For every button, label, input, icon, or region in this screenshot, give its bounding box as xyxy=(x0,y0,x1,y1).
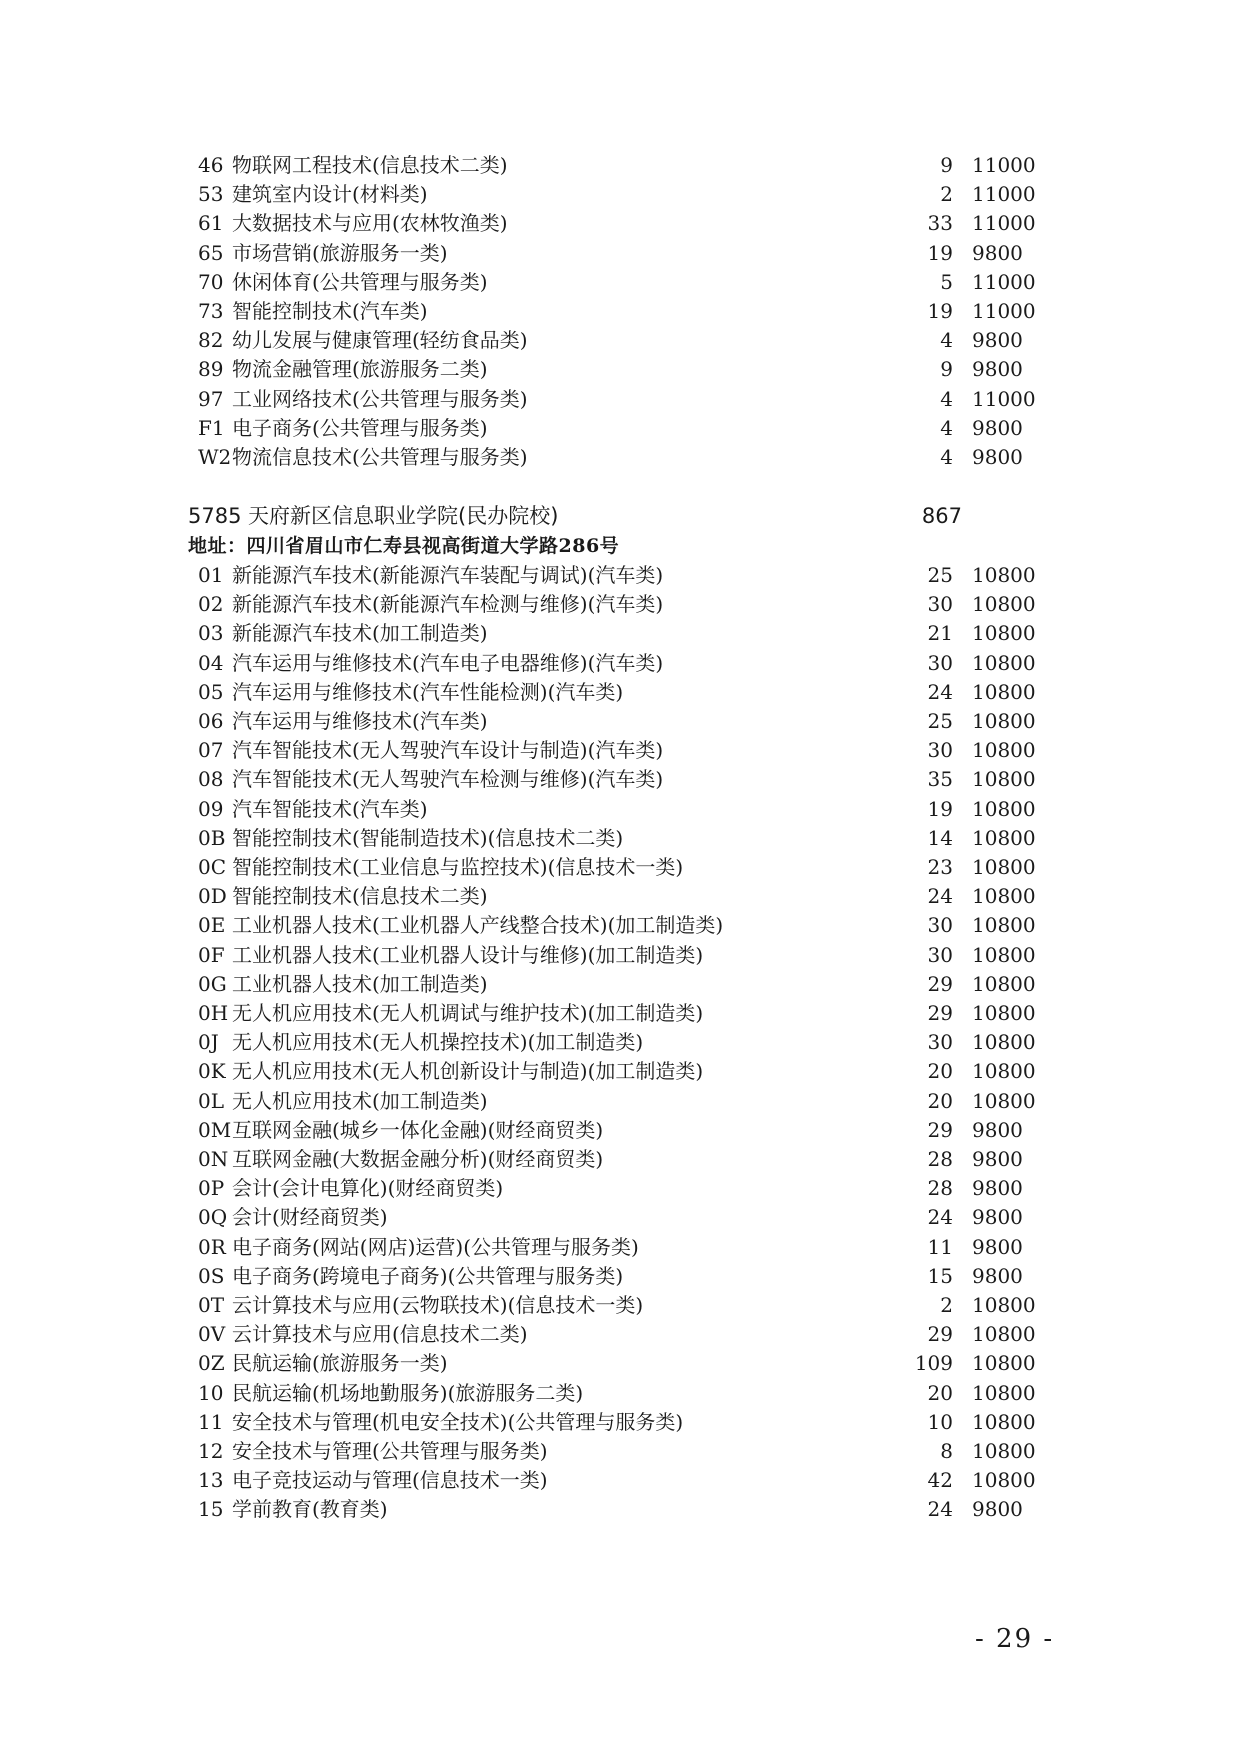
enrollment-count: 24 xyxy=(927,1497,953,1522)
tuition-fee: 10800 xyxy=(972,1088,1036,1113)
enrollment-count: 30 xyxy=(927,738,953,763)
tuition-fee: 11000 xyxy=(972,153,1036,177)
major-code: 0S xyxy=(198,1263,225,1288)
major-name: 学前教育(教育类) xyxy=(232,1497,388,1522)
major-code: 0F xyxy=(198,942,225,967)
major-name: 物联网工程技术(信息技术二类) xyxy=(232,153,508,177)
major-code: 01 xyxy=(198,563,224,587)
major-name: 电子商务(跨境电子商务)(公共管理与服务类) xyxy=(232,1263,624,1288)
enrollment-count: 24 xyxy=(927,1205,953,1230)
tuition-fee: 10800 xyxy=(972,1293,1036,1317)
tuition-fee: 11000 xyxy=(972,182,1036,207)
major-code: 0D xyxy=(198,884,227,909)
tuition-fee: 10800 xyxy=(972,709,1036,733)
major-name: 电子商务(公共管理与服务类) xyxy=(232,415,488,440)
tuition-fee: 10800 xyxy=(972,855,1036,879)
major-code: 53 xyxy=(198,182,224,207)
major-code: 89 xyxy=(198,357,224,382)
major-code: 0V xyxy=(198,1322,226,1347)
major-name: 电子竞技运动与管理(信息技术一类) xyxy=(232,1468,548,1493)
enrollment-count: 20 xyxy=(927,1059,953,1084)
major-code: 06 xyxy=(198,709,224,733)
major-code: 05 xyxy=(198,679,224,704)
enrollment-count: 19 xyxy=(927,796,953,821)
enrollment-count: 25 xyxy=(927,563,953,587)
major-code: 0T xyxy=(198,1293,225,1317)
major-name: 大数据技术与应用(农林牧渔类) xyxy=(232,211,508,236)
enrollment-count: 30 xyxy=(927,592,953,617)
major-name: 无人机应用技术(无人机创新设计与制造)(加工制造类) xyxy=(232,1059,704,1084)
major-name: 互联网金融(大数据金融分析)(财经商贸类) xyxy=(232,1147,604,1171)
major-code: 61 xyxy=(198,211,224,236)
major-name: 新能源汽车技术(新能源汽车装配与调试)(汽车类) xyxy=(232,563,664,587)
major-code: 97 xyxy=(198,386,224,411)
major-name: 智能控制技术(智能制造技术)(信息技术二类) xyxy=(232,825,624,850)
tuition-fee: 9800 xyxy=(972,415,1023,440)
major-name: 智能控制技术(汽车类) xyxy=(232,299,428,323)
major-code: 07 xyxy=(198,738,224,763)
page-number: - 29 - xyxy=(975,1624,1055,1654)
tuition-fee: 9800 xyxy=(972,1234,1023,1259)
tuition-fee: 10800 xyxy=(972,1409,1036,1434)
major-name: 民航运输(机场地勤服务)(旅游服务二类) xyxy=(232,1380,584,1405)
enrollment-count: 20 xyxy=(927,1088,953,1113)
major-code: 0H xyxy=(198,1001,229,1025)
major-code: 04 xyxy=(198,650,224,675)
tuition-fee: 10800 xyxy=(972,1001,1036,1025)
enrollment-count: 28 xyxy=(927,1176,953,1201)
major-code: 08 xyxy=(198,767,224,792)
major-code: 03 xyxy=(198,621,224,646)
enrollment-count: 30 xyxy=(927,942,953,967)
major-name: 会计(财经商贸类) xyxy=(232,1205,388,1230)
major-name: 新能源汽车技术(新能源汽车检测与维修)(汽车类) xyxy=(232,592,664,617)
tuition-fee: 9800 xyxy=(972,357,1023,382)
tuition-fee: 10800 xyxy=(972,825,1036,850)
enrollment-count: 19 xyxy=(927,240,953,265)
enrollment-count: 24 xyxy=(927,679,953,704)
major-name: 无人机应用技术(无人机调试与维护技术)(加工制造类) xyxy=(232,1001,704,1025)
major-name: 汽车运用与维修技术(汽车性能检测)(汽车类) xyxy=(232,679,624,704)
tuition-fee: 10800 xyxy=(972,592,1036,617)
tuition-fee: 10800 xyxy=(972,650,1036,675)
enrollment-count: 4 xyxy=(940,415,953,440)
major-name: 智能控制技术(工业信息与监控技术)(信息技术一类) xyxy=(232,855,684,879)
tuition-fee: 10800 xyxy=(972,1030,1036,1055)
enrollment-count: 30 xyxy=(927,1030,953,1055)
major-code: W2 xyxy=(198,445,232,469)
major-code: 0C xyxy=(198,855,227,879)
tuition-fee: 10800 xyxy=(972,884,1036,909)
major-name: 幼儿发展与健康管理(轻纺食品类) xyxy=(232,328,528,353)
major-code: 0Q xyxy=(198,1205,228,1230)
major-name: 工业机器人技术(加工制造类) xyxy=(232,971,488,996)
enrollment-count: 33 xyxy=(927,211,953,236)
tuition-fee: 9800 xyxy=(972,1205,1023,1230)
major-code: 0B xyxy=(198,825,226,850)
major-code: 46 xyxy=(198,153,224,177)
tuition-fee: 10800 xyxy=(972,971,1036,996)
major-name: 物流信息技术(公共管理与服务类) xyxy=(232,445,528,469)
major-code: 0K xyxy=(198,1059,226,1084)
major-code: 11 xyxy=(198,1409,224,1434)
major-name: 智能控制技术(信息技术二类) xyxy=(232,884,488,909)
tuition-fee: 10800 xyxy=(972,1059,1036,1084)
enrollment-count: 4 xyxy=(940,386,953,411)
tuition-fee: 10800 xyxy=(972,1468,1036,1493)
enrollment-count: 29 xyxy=(927,1001,953,1025)
major-name: 建筑室内设计(材料类) xyxy=(232,182,428,207)
tuition-fee: 10800 xyxy=(972,913,1036,938)
enrollment-count: 10 xyxy=(927,1409,953,1434)
major-name: 会计(会计电算化)(财经商贸类) xyxy=(232,1176,504,1201)
enrollment-count: 2 xyxy=(940,1293,953,1317)
major-code: 0Z xyxy=(198,1351,225,1376)
major-name: 互联网金融(城乡一体化金融)(财经商贸类) xyxy=(232,1117,604,1142)
major-code: 70 xyxy=(198,269,224,294)
tuition-fee: 11000 xyxy=(972,386,1036,411)
major-code: 73 xyxy=(198,299,224,323)
tuition-fee: 10800 xyxy=(972,1380,1036,1405)
major-name: 云计算技术与应用(云物联技术)(信息技术一类) xyxy=(232,1293,644,1317)
tuition-fee: 10800 xyxy=(972,942,1036,967)
major-code: 0G xyxy=(198,971,227,996)
major-name: 休闲体育(公共管理与服务类) xyxy=(232,269,488,294)
tuition-fee: 10800 xyxy=(972,767,1036,792)
tuition-fee: 9800 xyxy=(972,1263,1023,1288)
major-code: 09 xyxy=(198,796,224,821)
major-name: 电子商务(网站(网店)运营)(公共管理与服务类) xyxy=(232,1234,639,1259)
major-name: 无人机应用技术(加工制造类) xyxy=(232,1088,488,1113)
tuition-fee: 10800 xyxy=(972,1439,1036,1463)
major-name: 安全技术与管理(公共管理与服务类) xyxy=(232,1439,548,1463)
enrollment-count: 23 xyxy=(927,855,953,879)
enrollment-count: 29 xyxy=(927,1322,953,1347)
major-name: 工业机器人技术(工业机器人设计与维修)(加工制造类) xyxy=(232,942,704,967)
enrollment-count: 4 xyxy=(940,328,953,353)
major-name: 汽车智能技术(汽车类) xyxy=(232,796,428,821)
enrollment-count: 11 xyxy=(927,1234,953,1259)
enrollment-count: 15 xyxy=(927,1263,953,1288)
major-name: 市场营销(旅游服务一类) xyxy=(232,240,448,265)
enrollment-count: 25 xyxy=(927,709,953,733)
major-code: 0J xyxy=(198,1030,219,1055)
enrollment-count: 5 xyxy=(940,269,953,294)
major-name: 汽车运用与维修技术(汽车类) xyxy=(232,709,488,733)
enrollment-count: 30 xyxy=(927,650,953,675)
school-total-enrollment: 867 xyxy=(921,504,962,528)
major-name: 汽车运用与维修技术(汽车电子电器维修)(汽车类) xyxy=(232,650,664,675)
major-name: 工业机器人技术(工业机器人产线整合技术)(加工制造类) xyxy=(232,913,724,938)
school-code: 5785 xyxy=(188,504,242,528)
major-name: 物流金融管理(旅游服务二类) xyxy=(232,357,488,382)
enrollment-count: 8 xyxy=(940,1439,953,1463)
tuition-fee: 10800 xyxy=(972,738,1036,763)
tuition-fee: 11000 xyxy=(972,269,1036,294)
enrollment-count: 2 xyxy=(940,182,953,207)
enrollment-count: 42 xyxy=(927,1468,953,1493)
school-name: 天府新区信息职业学院(民办院校) xyxy=(248,504,559,528)
enrollment-count: 29 xyxy=(927,971,953,996)
tuition-fee: 9800 xyxy=(972,328,1023,353)
tuition-fee: 11000 xyxy=(972,211,1036,236)
tuition-fee: 9800 xyxy=(972,1176,1023,1201)
enrollment-count: 109 xyxy=(914,1351,953,1376)
enrollment-count: 35 xyxy=(927,767,953,792)
major-code: 13 xyxy=(198,1468,224,1493)
tuition-fee: 9800 xyxy=(972,1497,1023,1522)
tuition-fee: 10800 xyxy=(972,621,1036,646)
enrollment-count: 19 xyxy=(927,299,953,323)
enrollment-count: 14 xyxy=(927,825,953,850)
school-address: 地址：四川省眉山市仁寿县视高街道大学路286号 xyxy=(188,535,620,557)
major-code: 0L xyxy=(198,1088,225,1113)
major-name: 安全技术与管理(机电安全技术)(公共管理与服务类) xyxy=(232,1409,684,1434)
enrollment-count: 9 xyxy=(940,153,953,177)
major-code: 02 xyxy=(198,592,224,617)
major-name: 民航运输(旅游服务一类) xyxy=(232,1351,448,1376)
tuition-fee: 10800 xyxy=(972,563,1036,587)
enrollment-count: 9 xyxy=(940,357,953,382)
tuition-fee: 9800 xyxy=(972,1147,1023,1171)
major-code: 0E xyxy=(198,913,226,938)
major-name: 工业网络技术(公共管理与服务类) xyxy=(232,386,528,411)
major-code: 0M xyxy=(198,1117,232,1142)
major-code: 0R xyxy=(198,1234,226,1259)
tuition-fee: 10800 xyxy=(972,796,1036,821)
major-name: 云计算技术与应用(信息技术二类) xyxy=(232,1322,528,1347)
tuition-fee: 11000 xyxy=(972,299,1036,323)
major-code: 12 xyxy=(198,1439,224,1463)
major-code: F1 xyxy=(198,415,225,440)
major-code: 0P xyxy=(198,1176,225,1201)
tuition-fee: 9800 xyxy=(972,445,1023,469)
enrollment-count: 30 xyxy=(927,913,953,938)
enrollment-count: 4 xyxy=(940,445,953,469)
major-code: 0N xyxy=(198,1147,229,1171)
enrollment-count: 21 xyxy=(927,621,953,646)
enrollment-count: 28 xyxy=(927,1147,953,1171)
major-code: 65 xyxy=(198,240,224,265)
major-name: 汽车智能技术(无人驾驶汽车检测与维修)(汽车类) xyxy=(232,767,664,792)
tuition-fee: 10800 xyxy=(972,1322,1036,1347)
major-code: 15 xyxy=(198,1497,224,1522)
enrollment-count: 20 xyxy=(927,1380,953,1405)
enrollment-count: 29 xyxy=(927,1117,953,1142)
tuition-fee: 9800 xyxy=(972,1117,1023,1142)
tuition-fee: 9800 xyxy=(972,240,1023,265)
major-name: 新能源汽车技术(加工制造类) xyxy=(232,621,488,646)
major-code: 82 xyxy=(198,328,224,353)
major-name: 汽车智能技术(无人驾驶汽车设计与制造)(汽车类) xyxy=(232,738,664,763)
major-name: 无人机应用技术(无人机操控技术)(加工制造类) xyxy=(232,1030,644,1055)
enrollment-count: 24 xyxy=(927,884,953,909)
tuition-fee: 10800 xyxy=(972,679,1036,704)
tuition-fee: 10800 xyxy=(972,1351,1036,1376)
major-code: 10 xyxy=(198,1380,224,1405)
